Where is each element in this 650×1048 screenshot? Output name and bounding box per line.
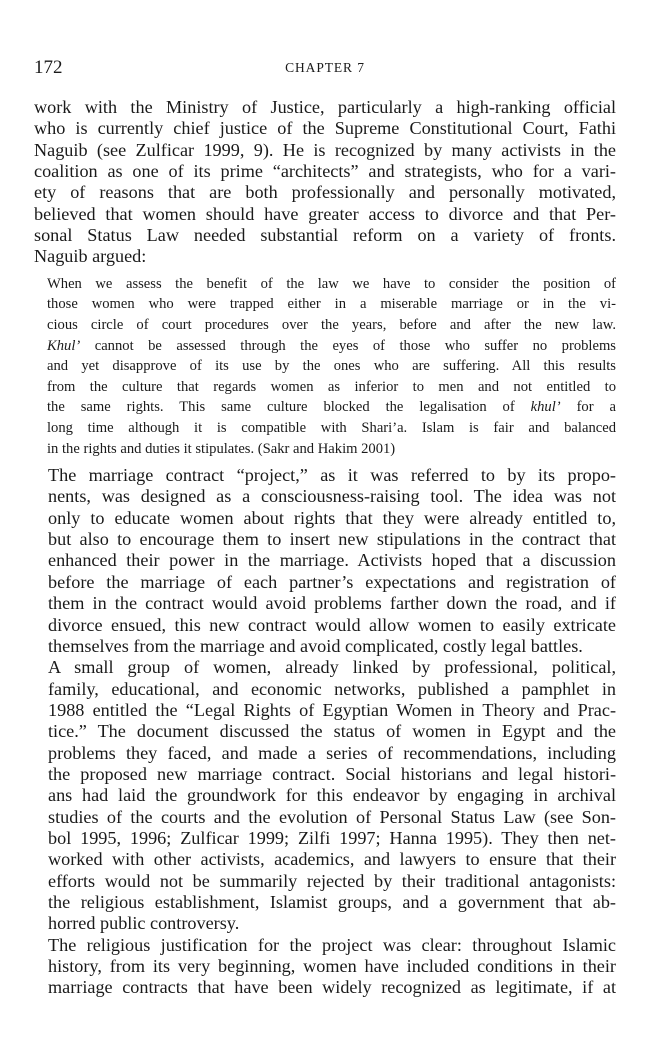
quote-line: and yet disapprove of its use by the ones who are suffering. All this results: [47, 358, 616, 375]
text-line: The marriage contract “project,” as it was referred to by its propo-: [48, 465, 616, 486]
text-line: nents, was designed as a consciousness-raising tool. The idea was not: [48, 486, 616, 507]
text-line: bol 1995, 1996; Zulficar 1999; Zilfi 1997; Hanna 1995). They then net-: [48, 827, 616, 848]
text-line: marriage contracts that have been widely recognized as legitimate, if at: [48, 977, 616, 998]
page-body: [34, 97, 616, 999]
text-line: only to educate women about rights that they were already entitled to,: [48, 507, 616, 528]
quote-line: Khul’ cannot be assessed through the eyes of those who suffer no problems: [47, 337, 616, 354]
text-line: A small group of women, already linked by professional, political,: [48, 657, 616, 678]
paragraph-2: [34, 465, 616, 657]
text-line: who is currently chief justice of the Supreme Constitutional Court, Fathi: [34, 118, 616, 139]
text-line: divorce ensued, this new contract would allow women to easily extricate: [48, 614, 616, 635]
page-number: 172: [34, 57, 63, 78]
page-header: [34, 57, 616, 83]
paragraph-3: [34, 657, 616, 934]
italic-term: khul’: [530, 399, 561, 416]
text-line: tice.” The document discussed the status of women in Egypt and the: [48, 721, 616, 742]
text-line: before the marriage of each partner’s expectations and registration of: [48, 571, 616, 592]
text-line: 1988 entitled the “Legal Rights of Egyptian Women in Theory and Prac-: [48, 699, 616, 720]
text-line: the religious establishment, Islamist groups, and a government that ab-: [48, 891, 616, 912]
quote-line: in the rights and duties it stipulates. (Sakr and Hakim 2001): [47, 440, 396, 457]
text-line: efforts would not be summarily rejected by their traditional antagonists:: [48, 870, 616, 891]
text-line: history, from its very beginning, women have included conditions in their: [48, 956, 616, 976]
quote-line: When we assess the benefit of the law we have to consider the position of: [47, 275, 616, 292]
text-line: enhanced their power in the marriage. Activists hoped that a discussion: [48, 550, 616, 571]
text-line: problems they faced, and made a series of recommendations, including: [48, 742, 616, 763]
text-line: Naguib (see Zulficar 1999, 9). He is recognized by many activists in the: [34, 139, 616, 160]
paragraph-4: [34, 935, 616, 999]
italic-term: Khul’: [47, 337, 81, 354]
text-line: ans had laid the groundwork for this endeavor by engaging in archival: [48, 785, 616, 806]
quote-line: from the culture that regards women as inferior to men and not entitled to: [47, 378, 616, 395]
text-line: The religious justification for the project was clear: throughout Islamic: [48, 934, 616, 955]
text-line: worked with other activists, academics, and lawyers to ensure that their: [48, 849, 616, 870]
running-head: CHAPTER 7: [285, 60, 365, 75]
quote-line: long time although it is compatible with Shari’a. Islam is fair and balanced: [47, 419, 616, 436]
text-line: family, educational, and economic networks, published a pamphlet in: [48, 678, 616, 699]
text-line: ety of reasons that are both professionally and personally motivated,: [34, 182, 616, 203]
block-quote: [47, 274, 616, 459]
text-line: themselves from the marriage and avoid complicated, costly legal battles.: [48, 635, 583, 656]
text-line: sonal Status Law needed substantial reform on a variety of fronts.: [34, 225, 616, 246]
text-line: coalition as one of its prime “architects” and strategists, who for a vari-: [34, 161, 616, 182]
text-line: Naguib argued:: [34, 246, 147, 267]
quote-line: cious circle of court procedures over the years, before and after the new law.: [47, 316, 616, 333]
text-line: work with the Ministry of Justice, particularly a high-ranking official: [34, 97, 616, 117]
text-line: them in the contract would avoid problems farther down the road, and if: [48, 593, 616, 614]
text-line: the proposed new marriage contract. Social historians and legal histori-: [48, 763, 616, 784]
paragraph-1: [34, 97, 616, 268]
text-line: but also to encourage them to insert new stipulations in the contract that: [48, 529, 616, 550]
text-line: horred public controversy.: [48, 913, 240, 934]
text-line: believed that women should have greater access to divorce and that Per-: [34, 203, 616, 224]
text-line: studies of the courts and the evolution of Personal Status Law (see Son-: [48, 806, 616, 827]
quote-line: those women who were trapped either in a miserable marriage or in the vi-: [47, 296, 616, 313]
quote-line: the same rights. This same culture blocked the legalisation of khul’ for a: [47, 399, 616, 416]
